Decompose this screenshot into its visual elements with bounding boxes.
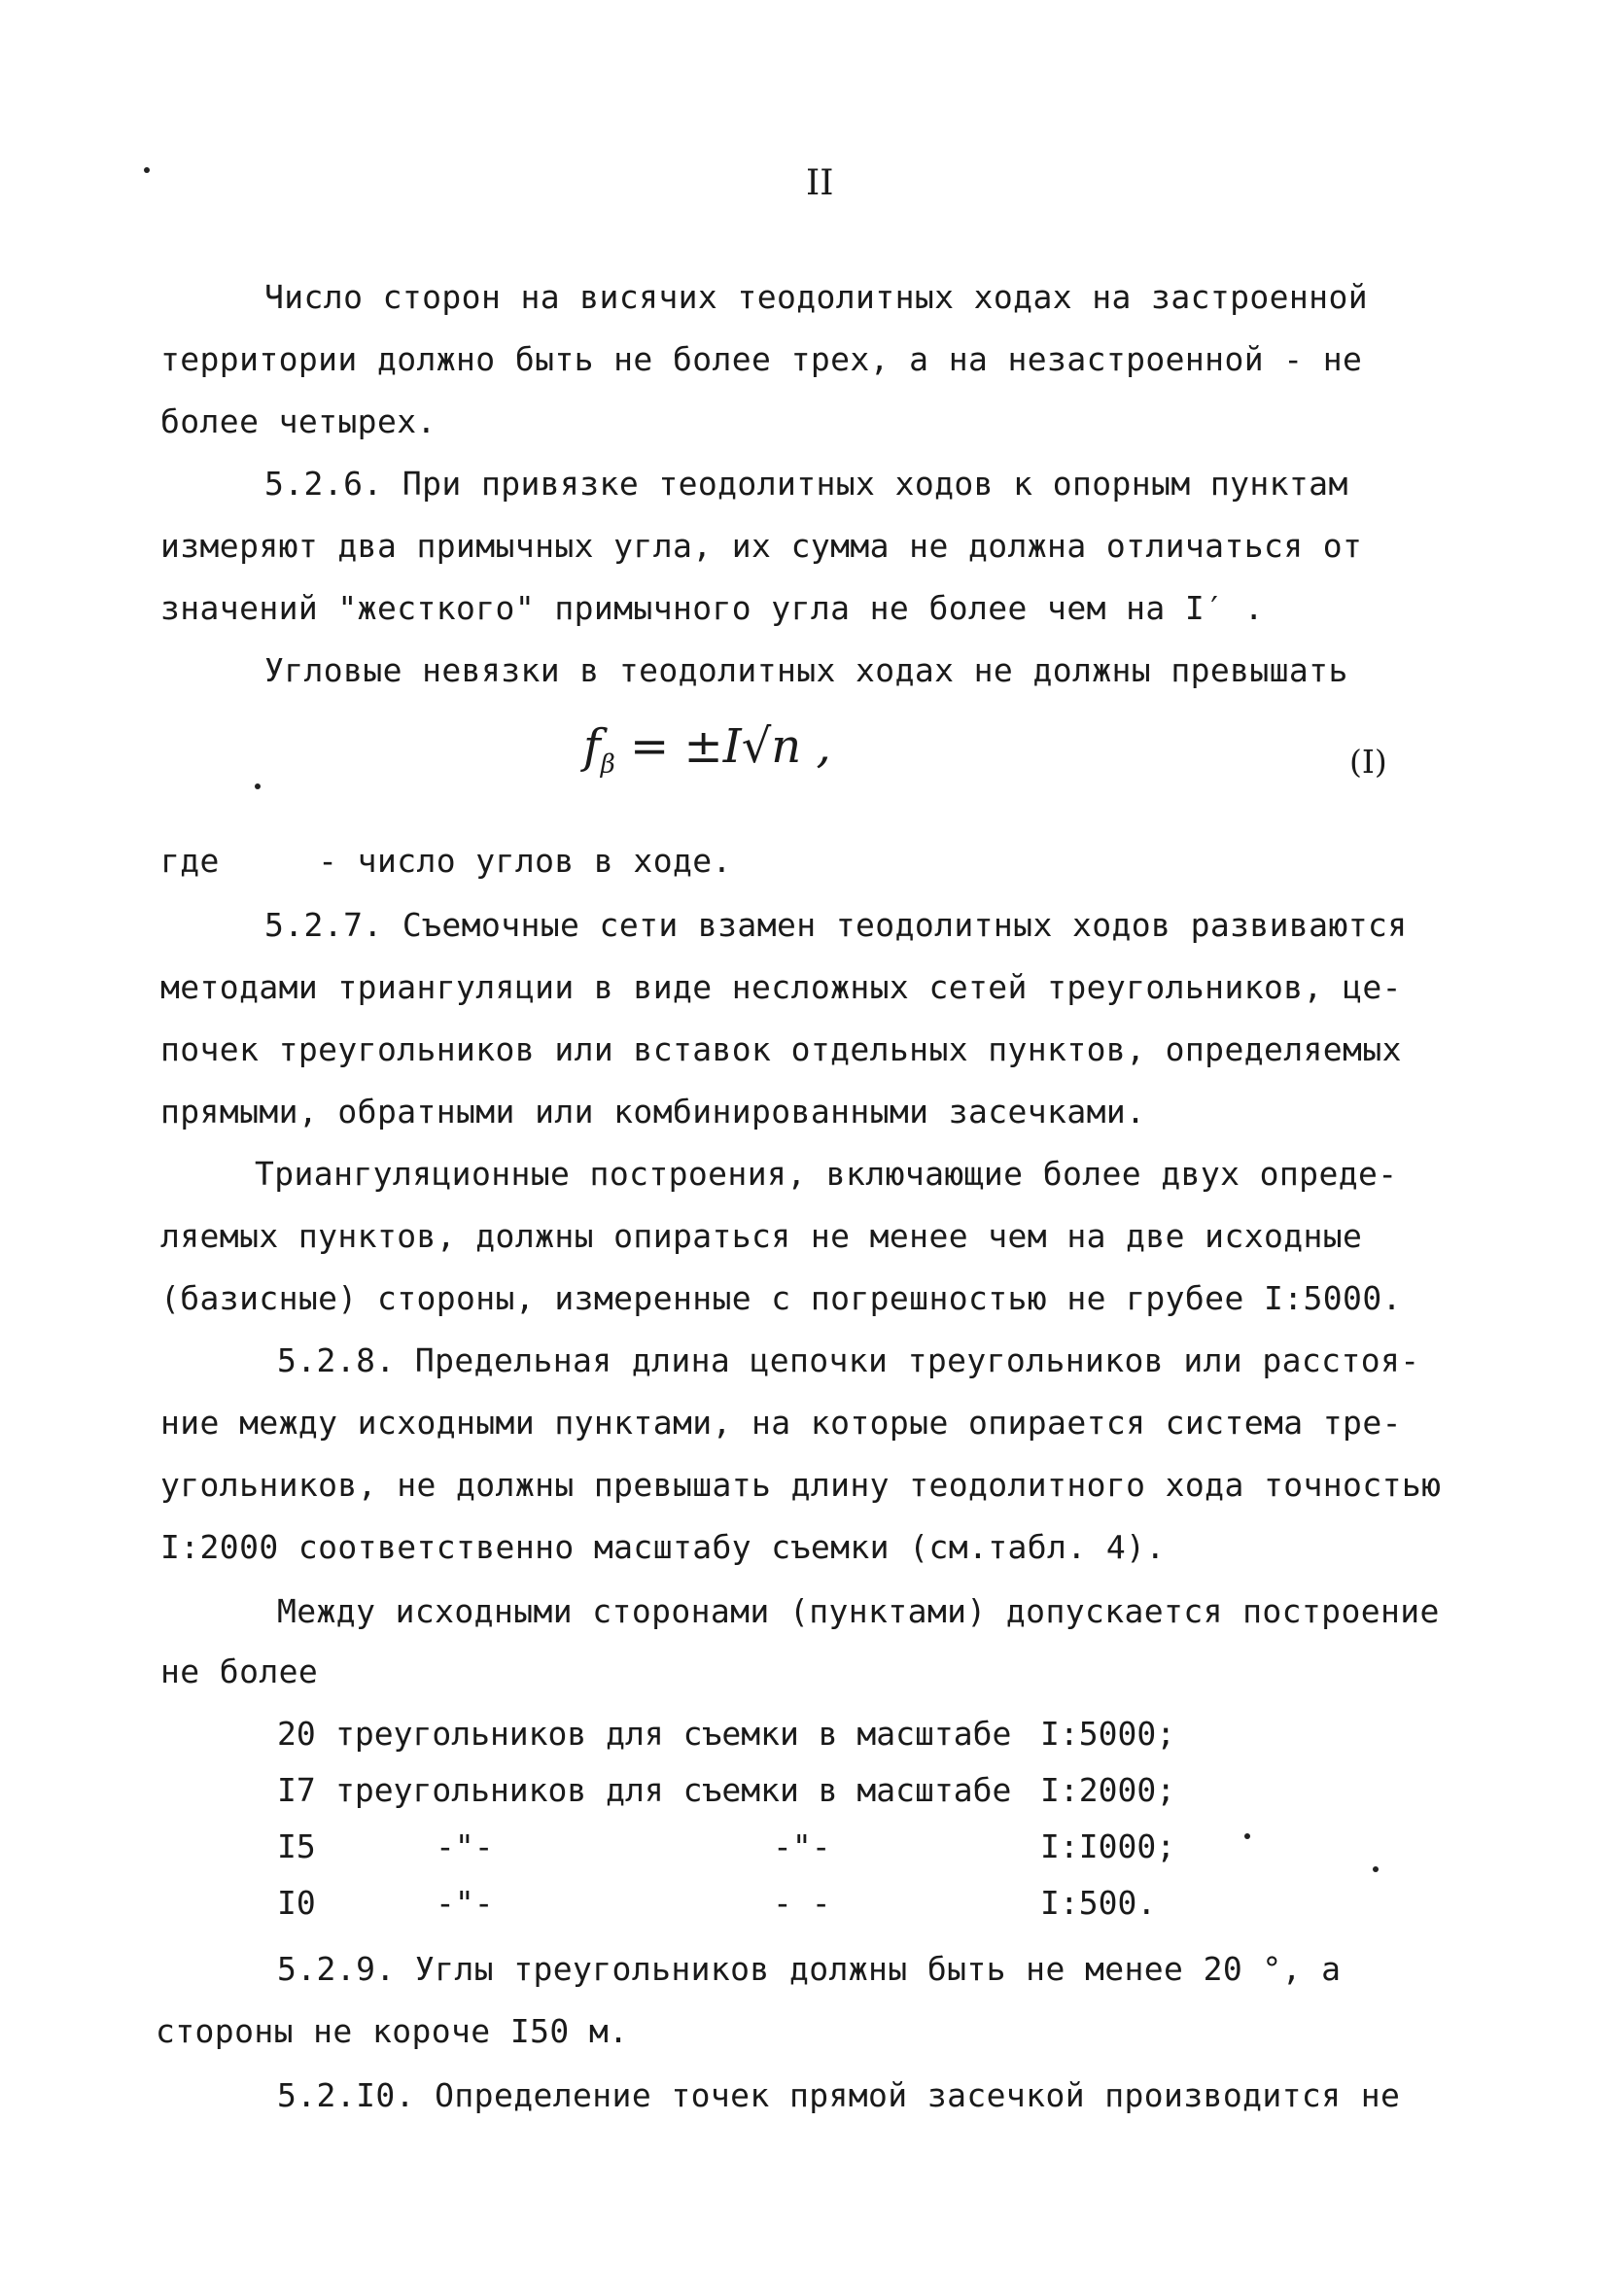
text-line: ние между исходными пунктами, на которые опирается система тре- [160, 1404, 1402, 1442]
ditto-mark: -"- [436, 1884, 494, 1922]
list-item-scale: I:500. [1040, 1884, 1157, 1922]
list-item-scale: I:2000; [1040, 1771, 1176, 1809]
text-line: стороны не короче I50 м. [156, 2012, 629, 2050]
text-line: 5.2.6. При привязке теодолитных ходов к опорным пунктам [264, 465, 1348, 503]
ditto-mark: -"- [436, 1827, 494, 1865]
list-item-text: треугольников для съемки в масштабе [335, 1715, 1012, 1753]
text-line: Угловые невязки в теодолитных ходах не должны превышать [264, 651, 1348, 689]
text-line: ляемых пунктов, должны опираться не менее чем на две исходные [160, 1217, 1363, 1255]
scan-speck [144, 167, 150, 173]
text-line: 5.2.8. Предельная длина цепочки треугольников или расстоя- [277, 1341, 1420, 1379]
formula-note: где - число углов в ходе. [160, 842, 732, 880]
ditto-mark: -"- [773, 1827, 831, 1865]
list-item-count: I0 [277, 1884, 316, 1922]
list-item-count: I5 [277, 1827, 316, 1865]
scan-speck [1373, 1866, 1379, 1872]
text-line: Число сторон на висячих теодолитных ходах на застроенной [264, 278, 1368, 316]
list-item-scale: I:I000; [1040, 1827, 1176, 1865]
formula-expression: = ±I√n , [614, 719, 831, 774]
scan-speck [255, 783, 261, 789]
formula-subscript: β [600, 749, 615, 780]
equation-number: (I) [1349, 743, 1387, 781]
formula [583, 719, 831, 780]
list-item-count: I7 [277, 1771, 316, 1809]
ditto-mark: - - [773, 1884, 831, 1922]
scan-speck [1244, 1833, 1250, 1839]
text-line: территории должно быть не более трех, а на незастроенной - не [160, 340, 1363, 378]
text-line: 5.2.I0. Определение точек прямой засечкой производится не [277, 2076, 1401, 2114]
text-line: измеряют два примычных угла, их сумма не должна отличаться от [160, 527, 1363, 565]
text-line: почек треугольников или вставок отдельных пунктов, определяемых [160, 1030, 1402, 1068]
text-line: угольников, не должны превышать длину теодолитного хода точностью [160, 1466, 1442, 1504]
text-line: I:2000 соответственно масштабу съемки (см.табл. 4). [160, 1528, 1166, 1566]
text-line: 5.2.7. Съемочные сети взамен теодолитных ходов развиваются [264, 906, 1408, 944]
text-line: не более [160, 1652, 319, 1690]
formula-symbol: f [583, 719, 601, 774]
list-item-scale: I:5000; [1040, 1715, 1176, 1753]
text-line: Между исходными сторонами (пунктами) допускается построение [277, 1592, 1440, 1630]
page-number: II [806, 163, 834, 203]
text-line: Триангуляционные построения, включающие более двух опреде- [255, 1155, 1398, 1193]
text-line: более четырех. [160, 402, 437, 440]
text-line: прямыми, обратными или комбинированными засечками. [160, 1093, 1146, 1131]
list-item-text: треугольников для съемки в масштабе [335, 1771, 1012, 1809]
list-item-count: 20 [277, 1715, 316, 1753]
text-line: методами триангуляции в виде несложных сетей треугольников, це- [160, 968, 1402, 1006]
text-line: значений "жесткого" примычного угла не более чем на I′ . [160, 589, 1264, 627]
text-line: 5.2.9. Углы треугольников должны быть не менее 20 °, а [277, 1950, 1342, 1988]
text-line: (базисные) стороны, измеренные с погрешностью не грубее I:5000. [160, 1279, 1402, 1317]
